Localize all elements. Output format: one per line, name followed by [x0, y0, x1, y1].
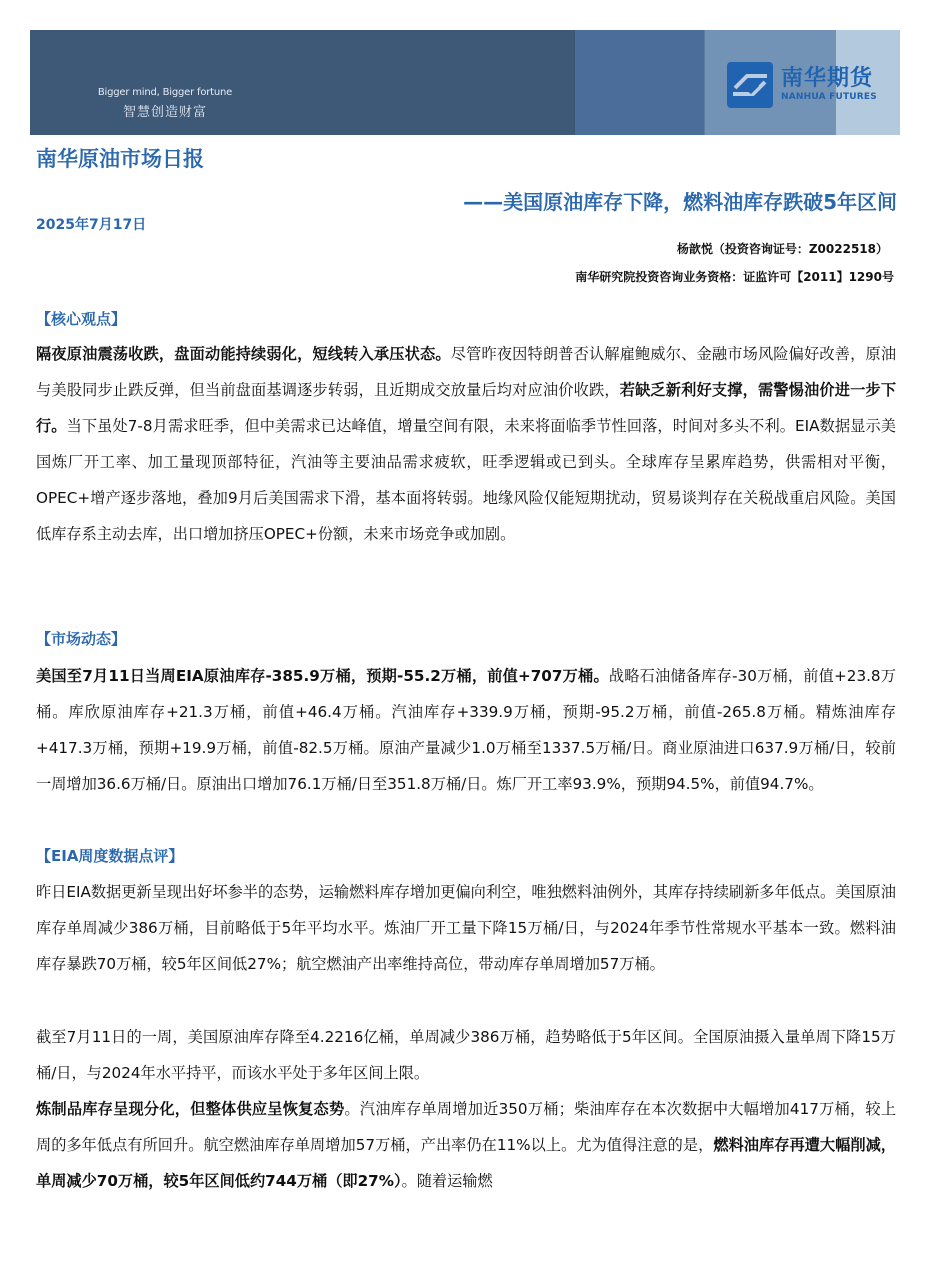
- paragraph-market: [36, 658, 896, 802]
- paragraph-eia-2: 截至7月11日的一周，美国原油库存降至4.2216亿桶，单周减少386万桶，趋势略低于5年区间。全国原油摄入量单周下降15万桶/日，与2024年水平持平，而该水平处于多年区间上限。: [36, 1028, 896, 1082]
- license-line: 南华研究院投资咨询业务资格：证监许可【2011】1290号: [575, 270, 894, 284]
- slogan-chinese: 智慧创造财富: [122, 105, 207, 120]
- company-logo: [727, 62, 877, 108]
- logo-wordmark: [781, 67, 877, 103]
- highlight-text: 美国至7月11日当周EIA原油库存-385.9万桶，预期-55.2万桶，前值+707万桶。: [36, 667, 609, 685]
- report-title: 南华原油市场日报: [36, 147, 204, 171]
- slogan: [90, 87, 240, 120]
- banner-band-mid: [574, 30, 705, 135]
- banner-band-dark: [30, 30, 574, 135]
- highlight-text: 燃料油库存再遭大幅削减，单周减少70万桶，较5年区间低约744万桶（即27%）: [36, 1136, 896, 1190]
- slogan-english: Bigger mind, Bigger fortune: [97, 87, 233, 98]
- body-text: 当下虽处7-8月需求旺季，但中美需求已达峰值，增量空间有限，未来将面临季节性回落，时间对多头不利。EIA数据显示美国炼厂开工率、加工量现顶部特征，汽油等主要油品需求疲软，旺季逻辑或已到头。全球库存呈累库趋势，供需相对平衡，OPEC+增产逐步落地，叠加9月后美国需求下滑，基本面将转弱。地缘风险仅能短期扰动，贸易谈判存在关税战重启风险。美国低库存系主动去库，出口增加挤压OPEC+份额，未来市场竞争或加剧。: [36, 417, 896, 543]
- highlight-text: 炼制品库存呈现分化，但整体供应呈恢复态势: [36, 1100, 345, 1118]
- highlight-text: 若缺乏新利好支撑，需警惕油价进一步下行。: [36, 381, 897, 435]
- nanhua-logo-icon: [727, 62, 773, 108]
- section-heading-core-view: 【核心观点】: [36, 310, 127, 328]
- highlight-text: 隔夜原油震荡收跌，盘面动能持续弱化，短线转入承压状态。: [36, 345, 451, 363]
- logo-chinese: 南华期货: [781, 66, 874, 91]
- body-text: 战略石油储备库存-30万桶，前值+23.8万桶。库欣原油库存+21.3万桶，前值+46.4万桶。汽油库存+339.9万桶，预期-95.2万桶，前值-265.8万桶。精炼油库存+417.3万桶，预期+19.9万桶，前值-82.5万桶。原油产量减少1.0万桶至1337.5万桶/日。商业原油进口637.9万桶/日，较前一周增加36.6万桶/日。原油出口增加76.1万桶/日至351.8万桶/日。炼厂开工率93.9%，预期94.5%，前值94.7%。: [36, 667, 896, 793]
- author-line: 杨歆悦（投资咨询证号：Z0022518）: [676, 242, 888, 256]
- report-subtitle: ——美国原油库存下降，燃料油库存跌破5年区间: [463, 190, 897, 214]
- section-heading-eia-review: 【EIA周度数据点评】: [36, 847, 184, 865]
- paragraph-core-view: [36, 336, 896, 552]
- paragraph-eia-3: [36, 1091, 896, 1199]
- body-text: 尽管昨夜因特朗普否认解雇鲍威尔、金融市场风险偏好改善，原油与美股同步止跌反弹，但当前盘面基调逐步转弱，且近期成交放量后均对应油价收跌，: [36, 345, 897, 399]
- paragraph-eia-1: 昨日EIA数据更新呈现出好坏参半的态势，运输燃料库存增加更偏向利空，唯独燃料油例外，其库存持续刷新多年低点。美国原油库存单周减少386万桶，目前略低于5年平均水平。炼油厂开工量下降15万桶/日，与2024年季节性常规水平基本一致。燃料油库存暴跌70万桶，较5年区间低27%；航空燃油产出率维持高位，带动库存单周增加57万桶。: [36, 883, 896, 973]
- report-date: 2025年7月17日: [36, 217, 147, 233]
- body-text: 。汽油库存单周增加近350万桶；柴油库存在本次数据中大幅增加417万桶，较上周的多年低点有所回升。航空燃油库存单周增加57万桶，产出率仍在11%以上。尤为值得注意的是，: [36, 1100, 897, 1154]
- body-text: 。随着运输燃: [401, 1172, 493, 1190]
- section-heading-market: 【市场动态】: [36, 630, 127, 648]
- logo-english: NANHUA FUTURES: [781, 92, 877, 102]
